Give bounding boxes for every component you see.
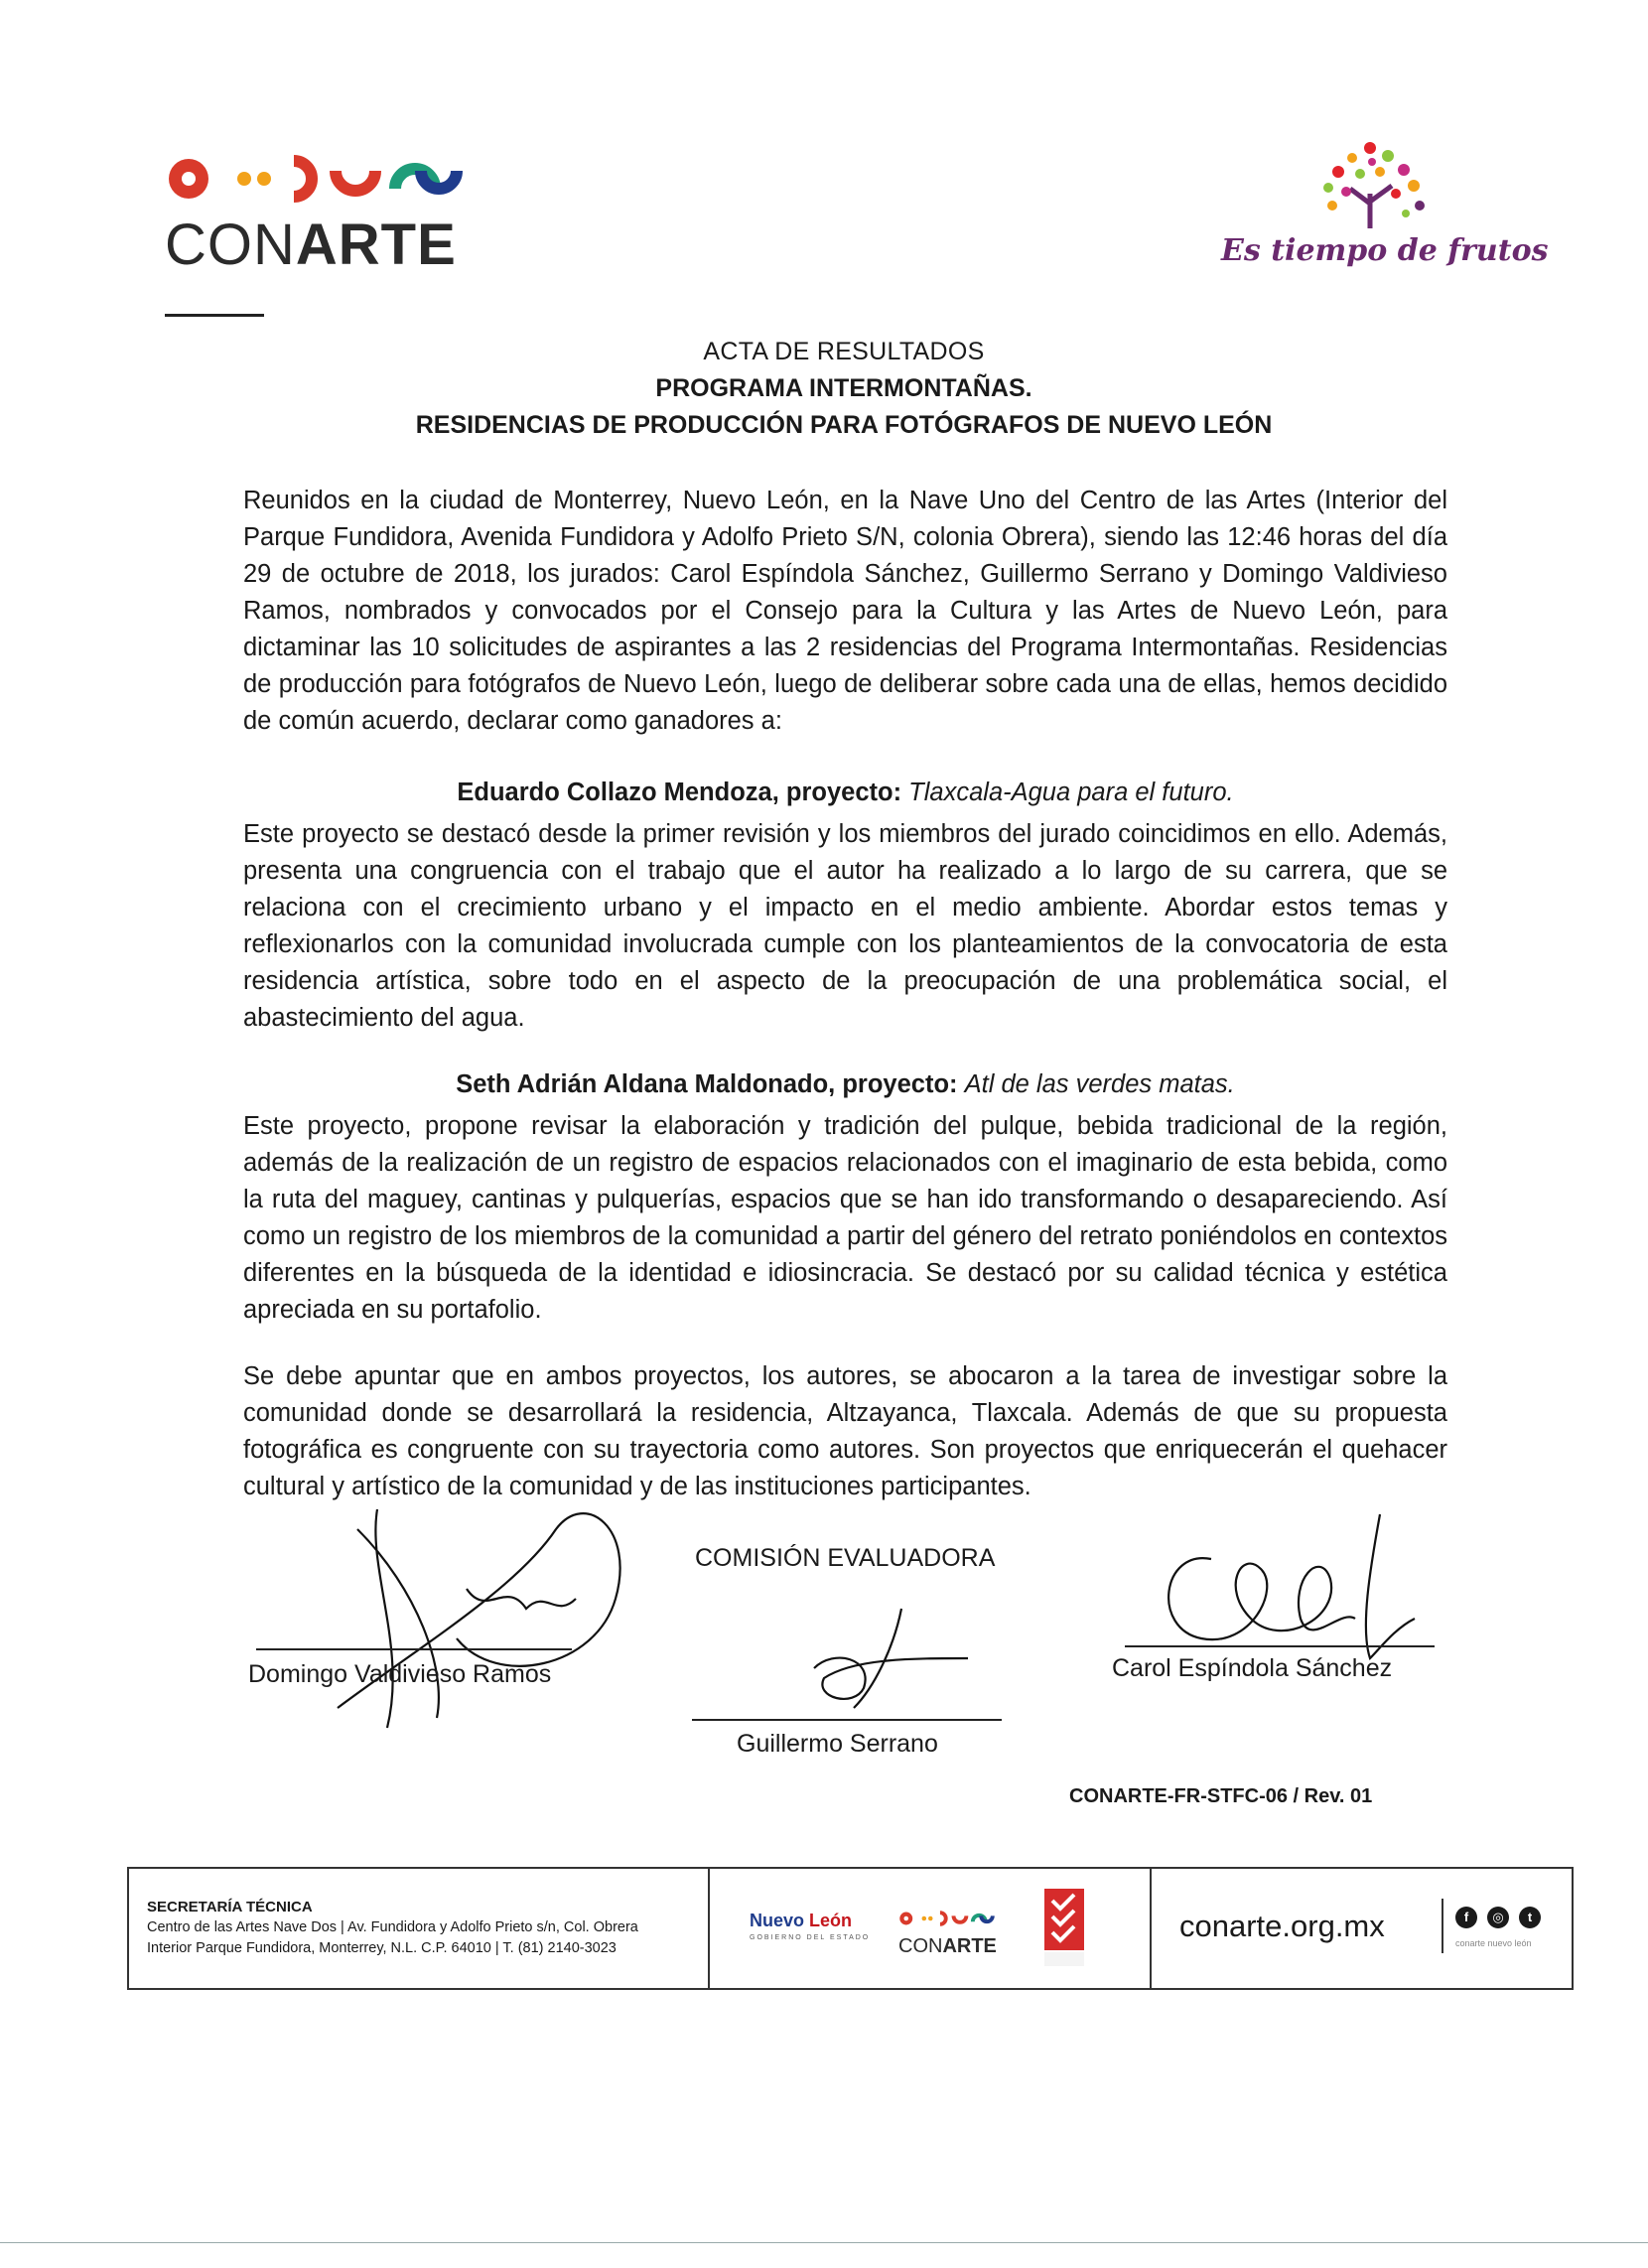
project-title: Tlaxcala-Agua para el futuro.: [908, 779, 1234, 806]
signature-line: [692, 1719, 1002, 1721]
closing-paragraph: Se debe apuntar que en ambos proyectos, los autores, se abocaron a la tarea de investigar sobre la comunidad donde se desarrollará la residencia, Altzayanca, Tlaxcala. Además de que su propuesta fotográfica es congruente con su trayectoria como autores. Son proyectos que enriquecerán el quehacer cultural y artístico de la comunidad y de las instituciones participantes.: [243, 1362, 1447, 1500]
commission-title: COMISIÓN EVALUADORA: [695, 1544, 996, 1572]
form-code: CONARTE-FR-STFC-06 / Rev. 01: [1069, 1785, 1373, 1807]
website-link[interactable]: conarte.org.mx: [1179, 1909, 1385, 1943]
signer-name: Carol Espíndola Sánchez: [1112, 1654, 1393, 1682]
conarte-symbol-icon: [898, 1909, 998, 1928]
project-title: Atl de las verdes matas.: [964, 1070, 1235, 1098]
instagram-icon[interactable]: ◎: [1487, 1907, 1509, 1928]
footer-logos: [710, 1869, 1152, 1988]
footer-web: [1152, 1869, 1572, 1988]
program-title: PROGRAMA INTERMONTAÑAS.: [655, 374, 1032, 402]
frutos-logo: [1221, 134, 1549, 283]
fruit-tree-icon: [1221, 134, 1529, 243]
winner-heading: [243, 1070, 1447, 1099]
document-titles: [0, 338, 1648, 440]
document-title: ACTA DE RESULTADOS: [703, 338, 985, 365]
winner-name: Seth Adrián Aldana Maldonado, proyecto:: [456, 1070, 958, 1098]
twitter-icon[interactable]: t: [1519, 1907, 1541, 1928]
header-underline: [165, 314, 264, 317]
footer-box: [127, 1867, 1574, 1990]
facebook-icon[interactable]: f: [1455, 1907, 1477, 1928]
signature-center: [794, 1599, 993, 1718]
signature-line: [256, 1648, 572, 1650]
scan-edge-line: [0, 2242, 1648, 2243]
iso-certification-icon: [1042, 1887, 1086, 1968]
conarte-logo: [165, 149, 482, 317]
intro-paragraph: Reunidos en la ciudad de Monterrey, Nuevo León, en la Nave Uno del Centro de las Artes (Interior del Parque Fundidora, Avenida Fundidora y Adolfo Prieto S/N, colonia Obrera), siendo las 12:46 horas del día 29 de octubre de 2018, los jurados: Carol Espíndola Sánchez, Guillermo Serrano y Domingo Valdivieso Ramos, nombrados y convocados por el Consejo para la Cultura y las Artes de Nuevo León, para dictaminar las 10 solicitudes de aspirantes a las 2 residencias del Programa Intermontañas. Residencias de producción para fotógrafos de Nuevo León, luego de deliberar sobre cada una de ellas, hemos decidido de común acuerdo, declarar como ganadores a:: [243, 487, 1447, 735]
conarte-mini-logo: [898, 1909, 998, 1958]
signature-left: [298, 1470, 655, 1748]
nuevo-leon-logo: Nuevo León: [750, 1911, 853, 1930]
winner-description: Este proyecto, propone revisar la elaboración y tradición del pulque, bebida tradicional de la región, además de la realización de un registro de espacios relacionados con el imaginario de esta bebida, como la ruta del maguey, cantinas y pulquerías, espacios que se han ido transformando o desapareciendo. Así como un registro de los miembros de la comunidad a partir del género del retrato poniéndolos en contextos diferentes en la búsqueda de la identidad e idiosincracia. Se destacó por su calidad técnica y estética apreciada en su portafolio.: [243, 1112, 1447, 1324]
conarte-wordmark: CONARTE: [165, 213, 457, 277]
winner-heading: [243, 779, 1447, 807]
winner-name: Eduardo Collazo Mendoza, proyecto:: [457, 779, 902, 806]
winner-description: Este proyecto se destacó desde la primer revisión y los miembros del jurado coincidimos en ello. Además, presenta una congruencia con el trabajo que el autor ha realizado a lo largo de su carrera, que se relaciona con el crecimiento urbano y el impacto en el medio ambiente. Abordar estos temas y reflexionarlos con la comunidad involucrada cumple con los planteamientos de la convocatoria de esta residencia artística, sobre todo en el aspecto de la preocupación de una problemática social, el abastecimiento del agua.: [243, 820, 1447, 1032]
social-icons: [1455, 1907, 1541, 1928]
nuevo-leon-subtitle: GOBIERNO DEL ESTADO: [750, 1934, 871, 1941]
slogan-text: Es tiempo de frutos: [1221, 233, 1549, 268]
signer-name: Guillermo Serrano: [737, 1730, 938, 1758]
footer-divider: [1442, 1899, 1443, 1953]
address-line: Centro de las Artes Nave Dos | Av. Fundidora y Adolfo Prieto s/n, Col. Obrera: [147, 1919, 638, 1935]
office-name: SECRETARÍA TÉCNICA: [147, 1899, 313, 1915]
signer-name: Domingo Valdivieso Ramos: [248, 1660, 552, 1688]
signature-line: [1125, 1645, 1435, 1647]
conarte-symbol-icon: [165, 149, 473, 209]
program-subtitle: RESIDENCIAS DE PRODUCCIÓN PARA FOTÓGRAFOS DE NUEVO LEÓN: [415, 411, 1273, 439]
conarte-mini-wordmark: CONARTE: [898, 1935, 997, 1957]
footer-contact: [129, 1869, 710, 1988]
address-line: Interior Parque Fundidora, Monterrey, N.L. C.P. 64010 | T. (81) 2140-3023: [147, 1940, 617, 1956]
social-handle: conarte nuevo león: [1455, 1938, 1532, 1948]
